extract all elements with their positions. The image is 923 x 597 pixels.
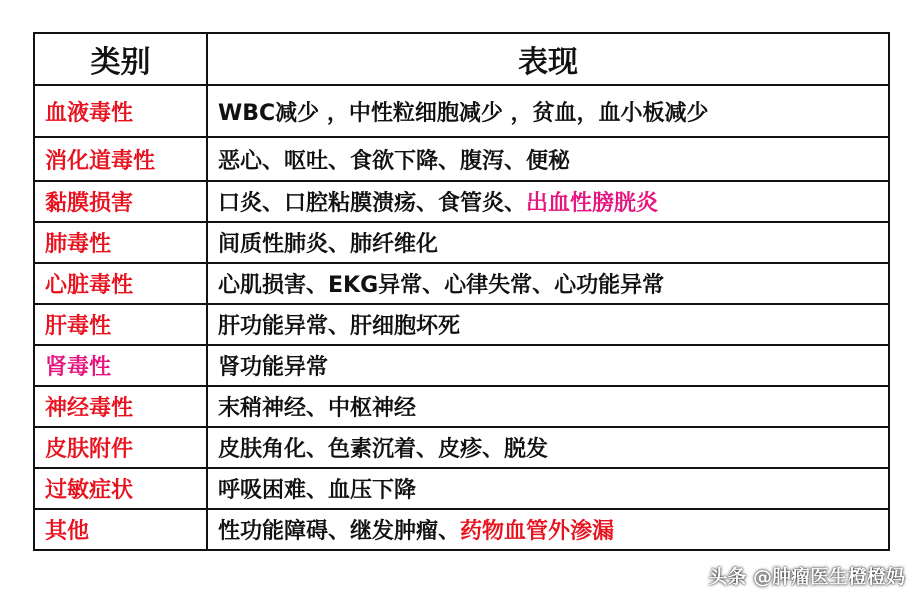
manifestation-text: 呼吸困难、血压下降	[218, 478, 417, 503]
manifestation-cell	[207, 345, 889, 386]
manifestation-cell	[207, 468, 889, 509]
category-cell: 黏膜损害	[34, 181, 207, 222]
category-cell: 肾毒性	[34, 345, 207, 386]
header-category: 类别	[34, 33, 207, 85]
manifestation-text: 恶心、呕吐、食欲下降、腹泻、便秘	[218, 148, 571, 174]
manifestation-cell	[207, 181, 889, 222]
table-row	[34, 85, 889, 137]
table-row	[34, 468, 889, 509]
category-cell: 肺毒性	[34, 222, 207, 263]
toxicity-table	[33, 32, 890, 551]
table-row	[34, 137, 889, 181]
manifestation-text: 间质性肺炎、肺纤维化	[218, 232, 439, 257]
category-cell: 皮肤附件	[34, 427, 207, 468]
category-cell: 过敏症状	[34, 468, 207, 509]
table-row	[34, 427, 889, 468]
manifestation-text: 心肌损害、EKG异常、心律失常、心功能异常	[218, 273, 665, 298]
manifestation-highlight: 出血性膀胱炎	[526, 191, 659, 216]
watermark: 头条 @肿瘤医生橙橙妈	[708, 566, 905, 588]
table-row	[34, 181, 889, 222]
table-row	[34, 222, 889, 263]
header-manifestation: 表现	[207, 33, 889, 85]
category-cell: 神经毒性	[34, 386, 207, 427]
manifestation-text: 口炎、口腔粘膜溃疡、食管炎、	[218, 191, 527, 216]
manifestation-text: 肾功能异常	[218, 355, 329, 380]
manifestation-text: 末稍神经、中枢神经	[218, 396, 417, 421]
category-cell: 肝毒性	[34, 304, 207, 345]
manifestation-cell	[207, 509, 889, 550]
table-row	[34, 345, 889, 386]
manifestation-cell	[207, 386, 889, 427]
table-row	[34, 386, 889, 427]
table-row	[34, 509, 889, 550]
manifestation-cell	[207, 137, 889, 181]
manifestation-text: 性功能障碍、继发肿瘤、	[218, 519, 461, 544]
manifestation-cell	[207, 85, 889, 137]
manifestation-cell	[207, 263, 889, 304]
manifestation-cell	[207, 222, 889, 263]
table-row	[34, 304, 889, 345]
category-cell: 心脏毒性	[34, 263, 207, 304]
category-cell: 其他	[34, 509, 207, 550]
manifestation-text: 肝功能异常、肝细胞坏死	[218, 314, 461, 339]
category-cell: 消化道毒性	[34, 137, 207, 181]
manifestation-cell	[207, 304, 889, 345]
category-cell: 血液毒性	[34, 85, 207, 137]
manifestation-text: 皮肤角化、色素沉着、皮疹、脱发	[218, 437, 549, 462]
table-row	[34, 263, 889, 304]
manifestation-highlight: 药物血管外渗漏	[460, 519, 615, 544]
table-header-row	[34, 33, 889, 85]
manifestation-cell	[207, 427, 889, 468]
manifestation-text: WBC减少 ，中性粒细胞减少 ，贫血，血小板减少	[218, 100, 709, 126]
